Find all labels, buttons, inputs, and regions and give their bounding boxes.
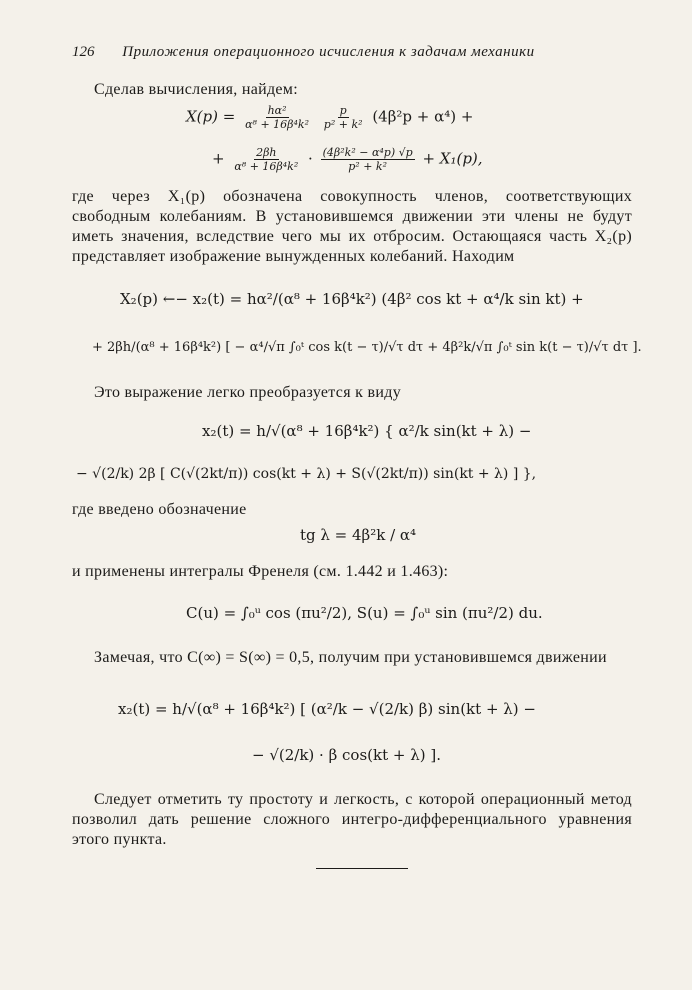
equation-1a: [186, 104, 473, 131]
paragraph-3: Это выражение легко преобразуется к виду: [94, 384, 401, 401]
eq1a-tail: (4β²p + α⁴) +: [372, 107, 474, 126]
eq1a-lhs: X(p) =: [186, 107, 236, 126]
equation-3a: x₂(t) = h/√(α⁸ + 16β⁴k²) { α²/k sin(kt + λ) −: [202, 422, 532, 440]
page-number: 126: [72, 44, 95, 60]
running-header: [72, 44, 632, 61]
eq1b-fraction-1: $\frac{2\beta h}{\text{α⁸ + 16β⁴k²}}$: [234, 146, 299, 173]
paragraph-7: Следует отметить ту простоту и легкость, с которой операционный метод позволил дать решение сложного интегро-дифференциального уравнения этого пункта.: [72, 791, 632, 848]
equation-2b: + 2βh/(α⁸ + 16β⁴k²) [ − α⁴/√π ∫₀ᵗ cos k(t − τ)/√τ dτ + 4β²k/√π ∫₀ᵗ sin k(t − τ)/√τ dτ ].: [92, 340, 642, 355]
closing-rule: [316, 868, 408, 869]
eq1b-tail: + X₁(p),: [422, 149, 483, 168]
running-title: Приложения операционного исчисления к задачам механики: [122, 44, 535, 60]
equation-6b: − √(2/k) · β cos(kt + λ) ].: [252, 746, 441, 764]
paragraph-6: Замечая, что C(∞) = S(∞) = 0,5, получим при установившемся движении: [94, 649, 607, 666]
eq1b-fraction-2: $\frac{\text{(4β²k² − α⁴p) √p}}{\text{p² + k²}}$: [322, 146, 413, 173]
equation-5: C(u) = ∫₀ᵘ cos (πu²/2), S(u) = ∫₀ᵘ sin (πu²/2) du.: [186, 604, 543, 622]
equation-4: tg λ = 4β²k / α⁴: [300, 526, 417, 544]
paragraph-5: и применены интегралы Френеля (см. 1.442 и 1.463):: [72, 563, 449, 580]
paragraph-1: Сделав вычисления, найдем:: [94, 81, 298, 98]
equation-1b: + $\frac{2\beta h}{\text{α⁸ + 16β⁴k²}}$ · $\frac{\text{(4β²k² − α⁴p) √p}}{\text{p² + k²}}$ + X₁(p),: [212, 146, 483, 173]
eq1a-fraction-2: $\frac{p}{\text{p² + k²}}$: [323, 104, 363, 131]
paragraph-4: где введено обозначение: [72, 501, 247, 518]
equation-3b: − √(2/k) 2β [ C(√(2kt/π)) cos(kt + λ) + S(√(2kt/π)) sin(kt + λ) ] },: [76, 466, 537, 482]
equation-2a: X₂(p) ←− x₂(t) = hα²/(α⁸ + 16β⁴k²) (4β² cos kt + α⁴/k sin kt) +: [120, 290, 584, 308]
equation-6a: x₂(t) = h/√(α⁸ + 16β⁴k²) [ (α²/k − √(2/k) β) sin(kt + λ) −: [118, 700, 536, 718]
eq1a-fraction-1: $\frac{\text{hα²}}{\text{α⁸ + 16β⁴k²}}$: [245, 104, 309, 131]
paragraph-2: где через X₁(p) обозначена совокупность членов, соответствующих свободным колебаниям. В установившемся движении эти члены не будут иметь значения, вследствие чего мы их отбросим. Остающаяся часть X₂(p) представляет изображение вынужденных колебаний. Находим: [72, 188, 632, 265]
